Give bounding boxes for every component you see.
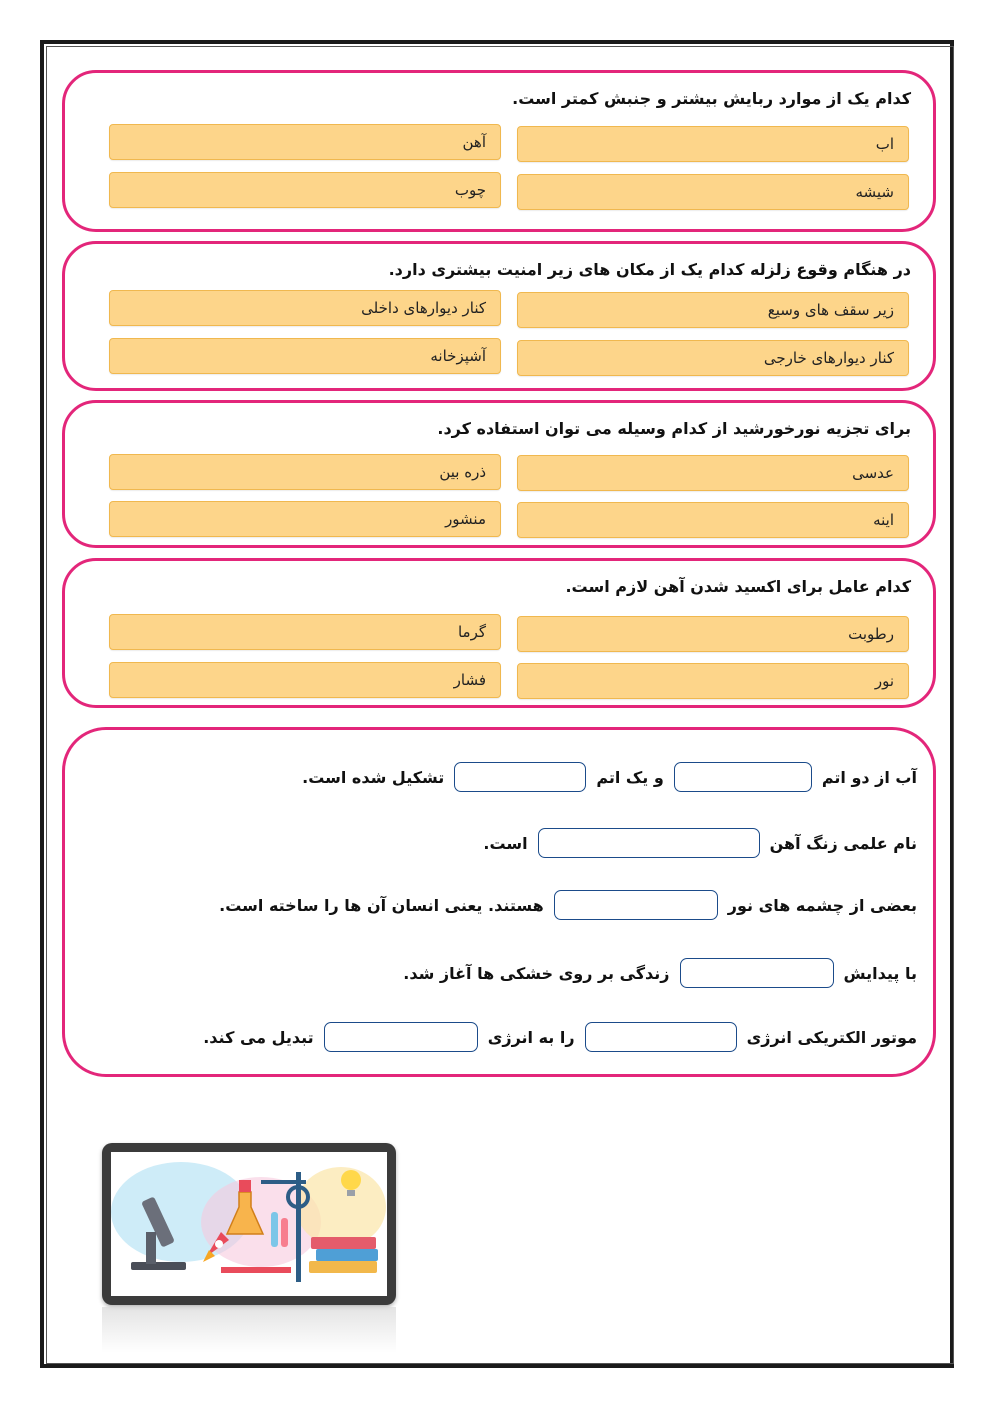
science-lab-illustration	[111, 1152, 387, 1296]
question-card-3	[62, 400, 936, 548]
answer-blank[interactable]	[674, 762, 812, 792]
fill-text: است.	[483, 833, 528, 853]
question-text: در هنگام وقوع زلزله کدام یک از مکان های زیر امنیت بیشتری دارد.	[388, 260, 911, 279]
question-text: برای تجزیه نورخورشید از کدام وسیله می توان استفاده کرد.	[437, 419, 911, 438]
fill-in-blanks-card	[62, 727, 936, 1077]
science-lab-image	[111, 1152, 387, 1296]
tablet-illustration	[102, 1143, 396, 1305]
fill-text: تبدیل می کند.	[203, 1027, 314, 1047]
answer-option[interactable]: اب	[517, 126, 909, 162]
fill-line-1	[302, 762, 917, 792]
answer-option[interactable]: ذره بین	[109, 454, 501, 490]
fill-text: و یک اتم	[596, 767, 664, 787]
answer-blank[interactable]	[538, 828, 760, 858]
answer-blank[interactable]	[324, 1022, 478, 1052]
fill-line-4	[403, 958, 917, 988]
fill-text: آب از دو اتم	[821, 767, 917, 787]
answer-blank[interactable]	[454, 762, 586, 792]
tablet-reflection	[102, 1307, 396, 1353]
question-text: کدام عامل برای اکسید شدن آهن لازم است.	[565, 577, 911, 596]
fill-line-2	[483, 828, 917, 858]
answer-option[interactable]: فشار	[109, 662, 501, 698]
answer-blank[interactable]	[680, 958, 834, 988]
answer-option[interactable]: رطوبت	[517, 616, 909, 652]
answer-option[interactable]: عدسی	[517, 455, 909, 491]
answer-blank[interactable]	[554, 890, 718, 920]
fill-text: نام علمی زنگ آهن	[769, 833, 917, 853]
fill-text: موتور الکتریکی انرژی	[746, 1027, 917, 1047]
answer-option[interactable]: کنار دیوارهای خارجی	[517, 340, 909, 376]
answer-option[interactable]: چوب	[109, 172, 501, 208]
fill-text: هستند. یعنی انسان آن ها را ساخته است.	[219, 895, 544, 915]
answer-option[interactable]: زیر سقف های وسیع	[517, 292, 909, 328]
fill-text: تشکیل شده است.	[302, 767, 445, 787]
fill-text: زندگی بر روی خشکی ها آغاز شد.	[403, 963, 670, 983]
fill-line-5	[203, 1022, 917, 1052]
answer-option[interactable]: اینه	[517, 502, 909, 538]
fill-text: را به انرژی	[487, 1027, 575, 1047]
fill-text: با پیدایش	[843, 963, 917, 983]
answer-option[interactable]: منشور	[109, 501, 501, 537]
answer-option[interactable]: آشپزخانه	[109, 338, 501, 374]
question-card-2	[62, 241, 936, 391]
answer-option[interactable]: گرما	[109, 614, 501, 650]
question-card-1	[62, 70, 936, 232]
fill-text: بعضی از چشمه های نور	[727, 895, 917, 915]
fill-line-3	[219, 890, 917, 920]
answer-option[interactable]: کنار دیوارهای داخلی	[109, 290, 501, 326]
answer-option[interactable]: شیشه	[517, 174, 909, 210]
answer-option[interactable]: نور	[517, 663, 909, 699]
question-text: کدام یک از موارد ربایش بیشتر و جنبش کمتر است.	[512, 89, 911, 108]
answer-blank[interactable]	[585, 1022, 737, 1052]
question-card-4	[62, 558, 936, 708]
answer-option[interactable]: آهن	[109, 124, 501, 160]
